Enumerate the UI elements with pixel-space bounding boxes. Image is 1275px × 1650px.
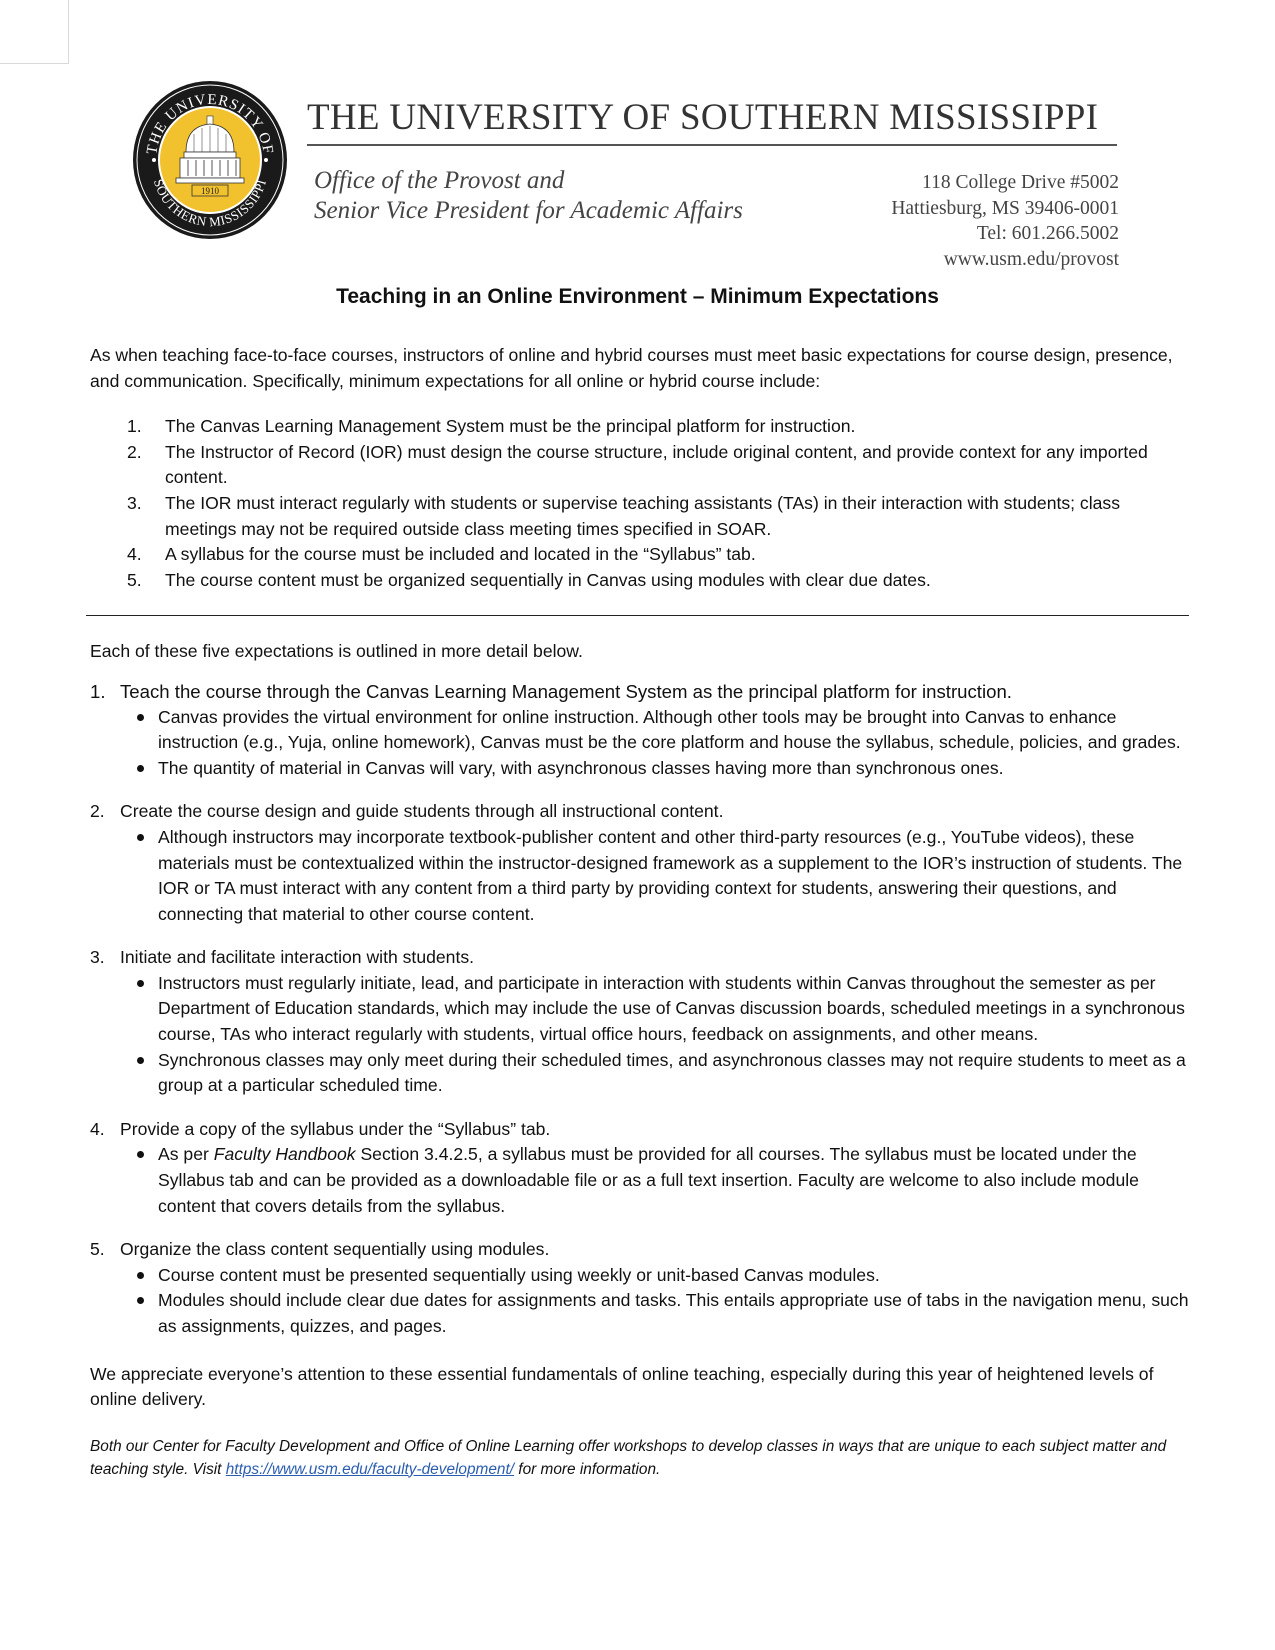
- list-text: The Instructor of Record (IOR) must design the course structure, include original content, and provide context for any imported content.: [165, 441, 1148, 488]
- section-heading: [90, 679, 1190, 705]
- section-heading: [90, 945, 1190, 971]
- section-heading-text: Create the course design and guide students through all instructional content.: [120, 801, 724, 822]
- bullet-list: [90, 1263, 1190, 1340]
- list-number: 3.: [127, 492, 142, 513]
- seal-year: 1910: [201, 186, 219, 196]
- expectation-section-5: [90, 1237, 1190, 1339]
- section-heading-text: Initiate and facilitate interaction with students.: [120, 947, 475, 968]
- intro-paragraph: As when teaching face-to-face courses, instructors of online and hybrid courses must meet basic expectations for course design, presence, and communication. Specifically, minimum expectations for all online or hybrid course include:: [90, 345, 1173, 391]
- expectation-section-3: [90, 945, 1190, 1099]
- bullet-item: Synchronous classes may only meet during their scheduled times, and asynchronous classes may not require students to meet as a group at a particular scheduled time.: [90, 1048, 1190, 1099]
- bullet-list: [90, 971, 1190, 1099]
- section-heading-text: Provide a copy of the syllabus under the “Syllabus” tab.: [120, 1118, 551, 1139]
- bullet-list: [90, 705, 1190, 782]
- address-block: [891, 170, 1119, 272]
- list-text: The course content must be organized sequentially in Canvas using modules with clear due dates.: [165, 569, 931, 590]
- institution-name: THE UNIVERSITY OF SOUTHERN MISSISSIPPI: [307, 97, 1099, 138]
- section-number: 1.: [90, 680, 106, 702]
- office-name: [314, 166, 743, 226]
- section-heading: [90, 1117, 1190, 1143]
- address-line-1: 118 College Drive #5002: [922, 172, 1119, 193]
- list-text: The IOR must interact regularly with students or supervise teaching assistants (TAs) in their interaction with students; class meetings may not be required outside class meeting times specified in SOAR.: [165, 492, 1121, 539]
- bullet-item: Although instructors may incorporate textbook-publisher content and other third-party resources (e.g., YouTube videos), these materials must be contextualized within the instructor-designed framework as a supplement to the IOR’s instruction of students. The IOR or TA must interact with any content from a third party by providing context for students, answering their questions, and connecting that material to other course content.: [90, 825, 1190, 927]
- handbook-title: Faculty Handbook: [213, 1144, 356, 1165]
- header-divider: [307, 144, 1117, 146]
- list-item: [90, 414, 1190, 440]
- bullet-item: Instructors must regularly initiate, lead, and participate in interaction with students within Canvas throughout the semester as per Department of Education standards, which may include the use of Canvas discussion boards, scheduled meetings in a synchronous course, TAs who interact regularly with students, virtual office hours, feedback on assignments, and other means.: [90, 971, 1190, 1048]
- list-number: 2.: [127, 441, 142, 462]
- office-line-1: Office of the Provost and: [314, 167, 565, 194]
- bullet-text-post: Section 3.4.2.5, a syllabus must be provided for all courses. The syllabus must be located under the Syllabus tab and can be provided as a downloadable file or as a full text insertion. Faculty are welcome to also include module content that covers details from the syllabus.: [158, 1144, 1139, 1216]
- bullet-item: Modules should include clear due dates for assignments and tasks. This entails appropriate use of tabs in the navigation menu, such as assignments, quizzes, and pages.: [90, 1288, 1190, 1339]
- list-number: 5.: [127, 569, 142, 590]
- footnote-text-before: Both our Center for Faculty Development and Office of Online Learning offer workshops to develop classes in ways that are unique to each subject matter and teaching style. Visit: [90, 1437, 1167, 1478]
- expectation-section-2: [90, 799, 1190, 927]
- section-heading: [90, 799, 1190, 825]
- expectation-section-1: [90, 679, 1190, 781]
- faculty-development-link[interactable]: https://www.usm.edu/faculty-development/: [225, 1460, 515, 1478]
- list-item: [90, 440, 1190, 491]
- seal-text-bottom: SOUTHERN MISSISSIPPI: [150, 177, 270, 230]
- bullet-item: [90, 1142, 1190, 1219]
- footnote-text-after: for more information.: [514, 1460, 661, 1478]
- expectation-section-4: [90, 1117, 1190, 1219]
- bullet-item: Course content must be presented sequentially using weekly or unit-based Canvas modules.: [90, 1263, 1190, 1289]
- section-heading-text: Organize the class content sequentially using modules.: [120, 1239, 550, 1260]
- bullet-item: The quantity of material in Canvas will vary, with asynchronous classes having more than synchronous ones.: [90, 756, 1190, 782]
- requirements-list: [90, 414, 1190, 593]
- office-line-2: Senior Vice President for Academic Affairs: [314, 197, 743, 224]
- section-number: 5.: [90, 1239, 105, 1260]
- section-heading: [90, 1237, 1190, 1263]
- section-number: 4.: [90, 1118, 105, 1139]
- list-item: [90, 542, 1190, 568]
- list-item: [90, 568, 1190, 594]
- bullet-list: [90, 1142, 1190, 1219]
- seal-text-top: THE UNIVERSITY OF: [144, 91, 276, 156]
- list-item: [90, 491, 1190, 542]
- list-text: The Canvas Learning Management System must be the principal platform for instruction.: [165, 416, 856, 437]
- section-divider: [86, 615, 1189, 616]
- bullet-text-pre: As per: [158, 1144, 214, 1165]
- address-line-2: Hattiesburg, MS 39406-0001: [891, 197, 1119, 219]
- details-intro: Each of these five expectations is outlined in more detail below.: [90, 641, 583, 662]
- document-title: Teaching in an Online Environment – Minimum Expectations: [336, 285, 939, 308]
- address-line-4: www.usm.edu/provost: [943, 248, 1119, 270]
- page-corner-box: [0, 0, 69, 64]
- section-number: 2.: [90, 801, 105, 822]
- bullet-item: Canvas provides the virtual environment for online instruction. Although other tools may be brought into Canvas to enhance instruction (e.g., Yuja, online homework), Canvas must be the core platform and house the syllabus, schedule, policies, and grades.: [90, 705, 1190, 756]
- document-body: [90, 343, 1190, 1481]
- section-number: 3.: [90, 947, 105, 968]
- footnote: [90, 1435, 1190, 1481]
- section-heading-text: Teach the course through the Canvas Learning Management System as the principal platform for instruction.: [120, 680, 1012, 702]
- closing-paragraph: We appreciate everyone’s attention to these essential fundamentals of online teaching, especially during this year of heightened levels of online delivery.: [90, 1363, 1154, 1410]
- list-number: 1.: [127, 416, 142, 437]
- bullet-list: [90, 825, 1190, 927]
- university-seal-icon: [132, 80, 288, 240]
- list-text: A syllabus for the course must be included and located in the “Syllabus” tab.: [165, 544, 756, 565]
- address-line-3: Tel: 601.266.5002: [976, 223, 1119, 244]
- list-number: 4.: [127, 544, 142, 565]
